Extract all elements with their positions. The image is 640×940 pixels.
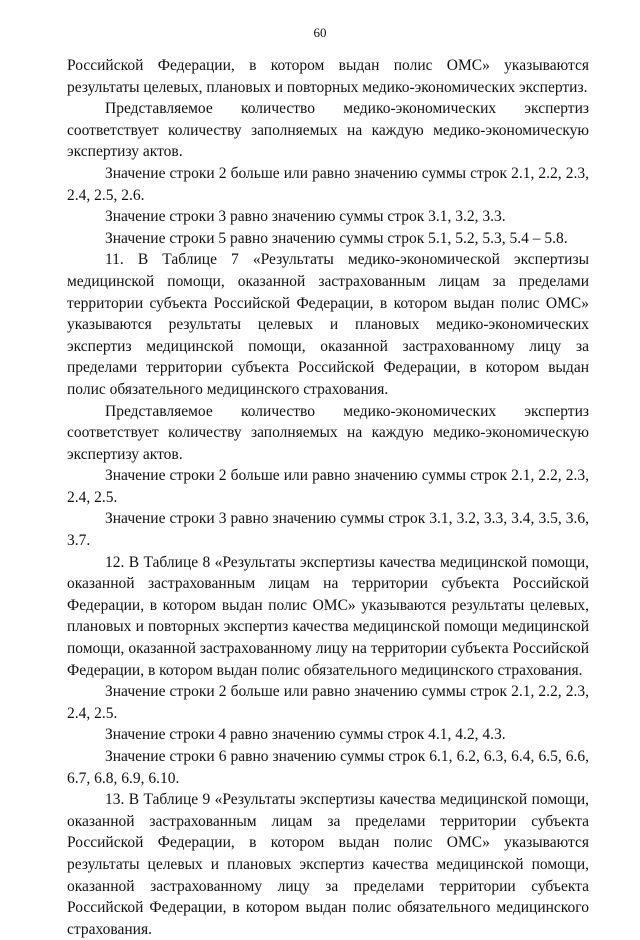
paragraph: Представляемое количество медико-экономических экспертиз соответствует количеству заполняемых на каждую медико-экономическую экспертизу актов.: [67, 402, 589, 463]
document-body: [67, 55, 589, 940]
paragraph: Значение строки 4 равно значению суммы строк 4.1, 4.2, 4.3.: [105, 726, 506, 744]
paragraph-section-13: 13. В Таблице 9 «Результаты экспертизы качества медицинской помощи, оказанной застрахованным лицам за пределами территории субъекта Российской Федерации, в котором выдан полис ОМС» указываются результаты целевых и плановых экспертиз качества медицинской помощи, оказанной застрахованному лицу за пределами территории субъекта Российской Федерации, в котором выдан полис обязательного медицинского страхования.: [67, 791, 589, 938]
paragraph: Значение строки 2 больше или равно значению суммы строк 2.1, 2.2, 2.3, 2.4, 2.5, 2.6.: [67, 164, 589, 204]
paragraph: Значение строки 2 больше или равно значению суммы строк 2.1, 2.2, 2.3, 2.4, 2.5.: [67, 467, 589, 506]
paragraph: Представляемое количество медико-экономических экспертиз соответствует количеству заполняемых на каждую медико-экономическую экспертизу актов.: [67, 100, 589, 161]
paragraph: Значение строки 3 равно значению суммы строк 3.1, 3.2, 3.3.: [105, 208, 506, 226]
paragraph: Значение строки 2 больше или равно значению суммы строк 2.1, 2.2, 2.3, 2.4, 2.5.: [67, 683, 589, 722]
paragraph-section-11: 11. В Таблице 7 «Результаты медико-экономической экспертизы медицинской помощи, оказанной застрахованным лицам за пределами территории субъекта Российской Федерации, в котором выдан полис ОМС» указываются результаты целевых и плановых медико-экономических экспертиз медицинской помощи, оказанной застрахованному лицу за пределами территории субъекта Российской Федерации, в котором выдан полис обязательного медицинского страхования.: [67, 251, 589, 398]
paragraph: Значение строки 5 равно значению суммы строк 5.1, 5.2, 5.3, 5.4 – 5.8.: [105, 229, 568, 247]
page-number: 60: [313, 25, 327, 40]
paragraph: Значение строки 6 равно значению суммы строк 6.1, 6.2, 6.3, 6.4, 6.5, 6.6, 6.7, 6.8, 6.9, 6.10.: [67, 748, 589, 787]
paragraph-continuation: Российской Федерации, в котором выдан полис ОМС» указываются результаты целевых, плановых и повторных медико-экономических экспертиз.: [67, 57, 589, 96]
paragraph-section-12: 12. В Таблице 8 «Результаты экспертизы качества медицинской помощи, оказанной застрахованным лицам на территории субъекта Российской Федерации, в котором выдан полис ОМС» указываются результаты целевых, плановых и повторных экспертиз качества медицинской помощи медицинской помощи, оказанной застрахованному лицу на территории субъекта Российской Федерации, в котором выдан полис обязательного медицинского страхования.: [67, 553, 589, 679]
paragraph: Значение строки 3 равно значению суммы строк 3.1, 3.2, 3.3, 3.4, 3.5, 3.6, 3.7.: [67, 510, 589, 550]
